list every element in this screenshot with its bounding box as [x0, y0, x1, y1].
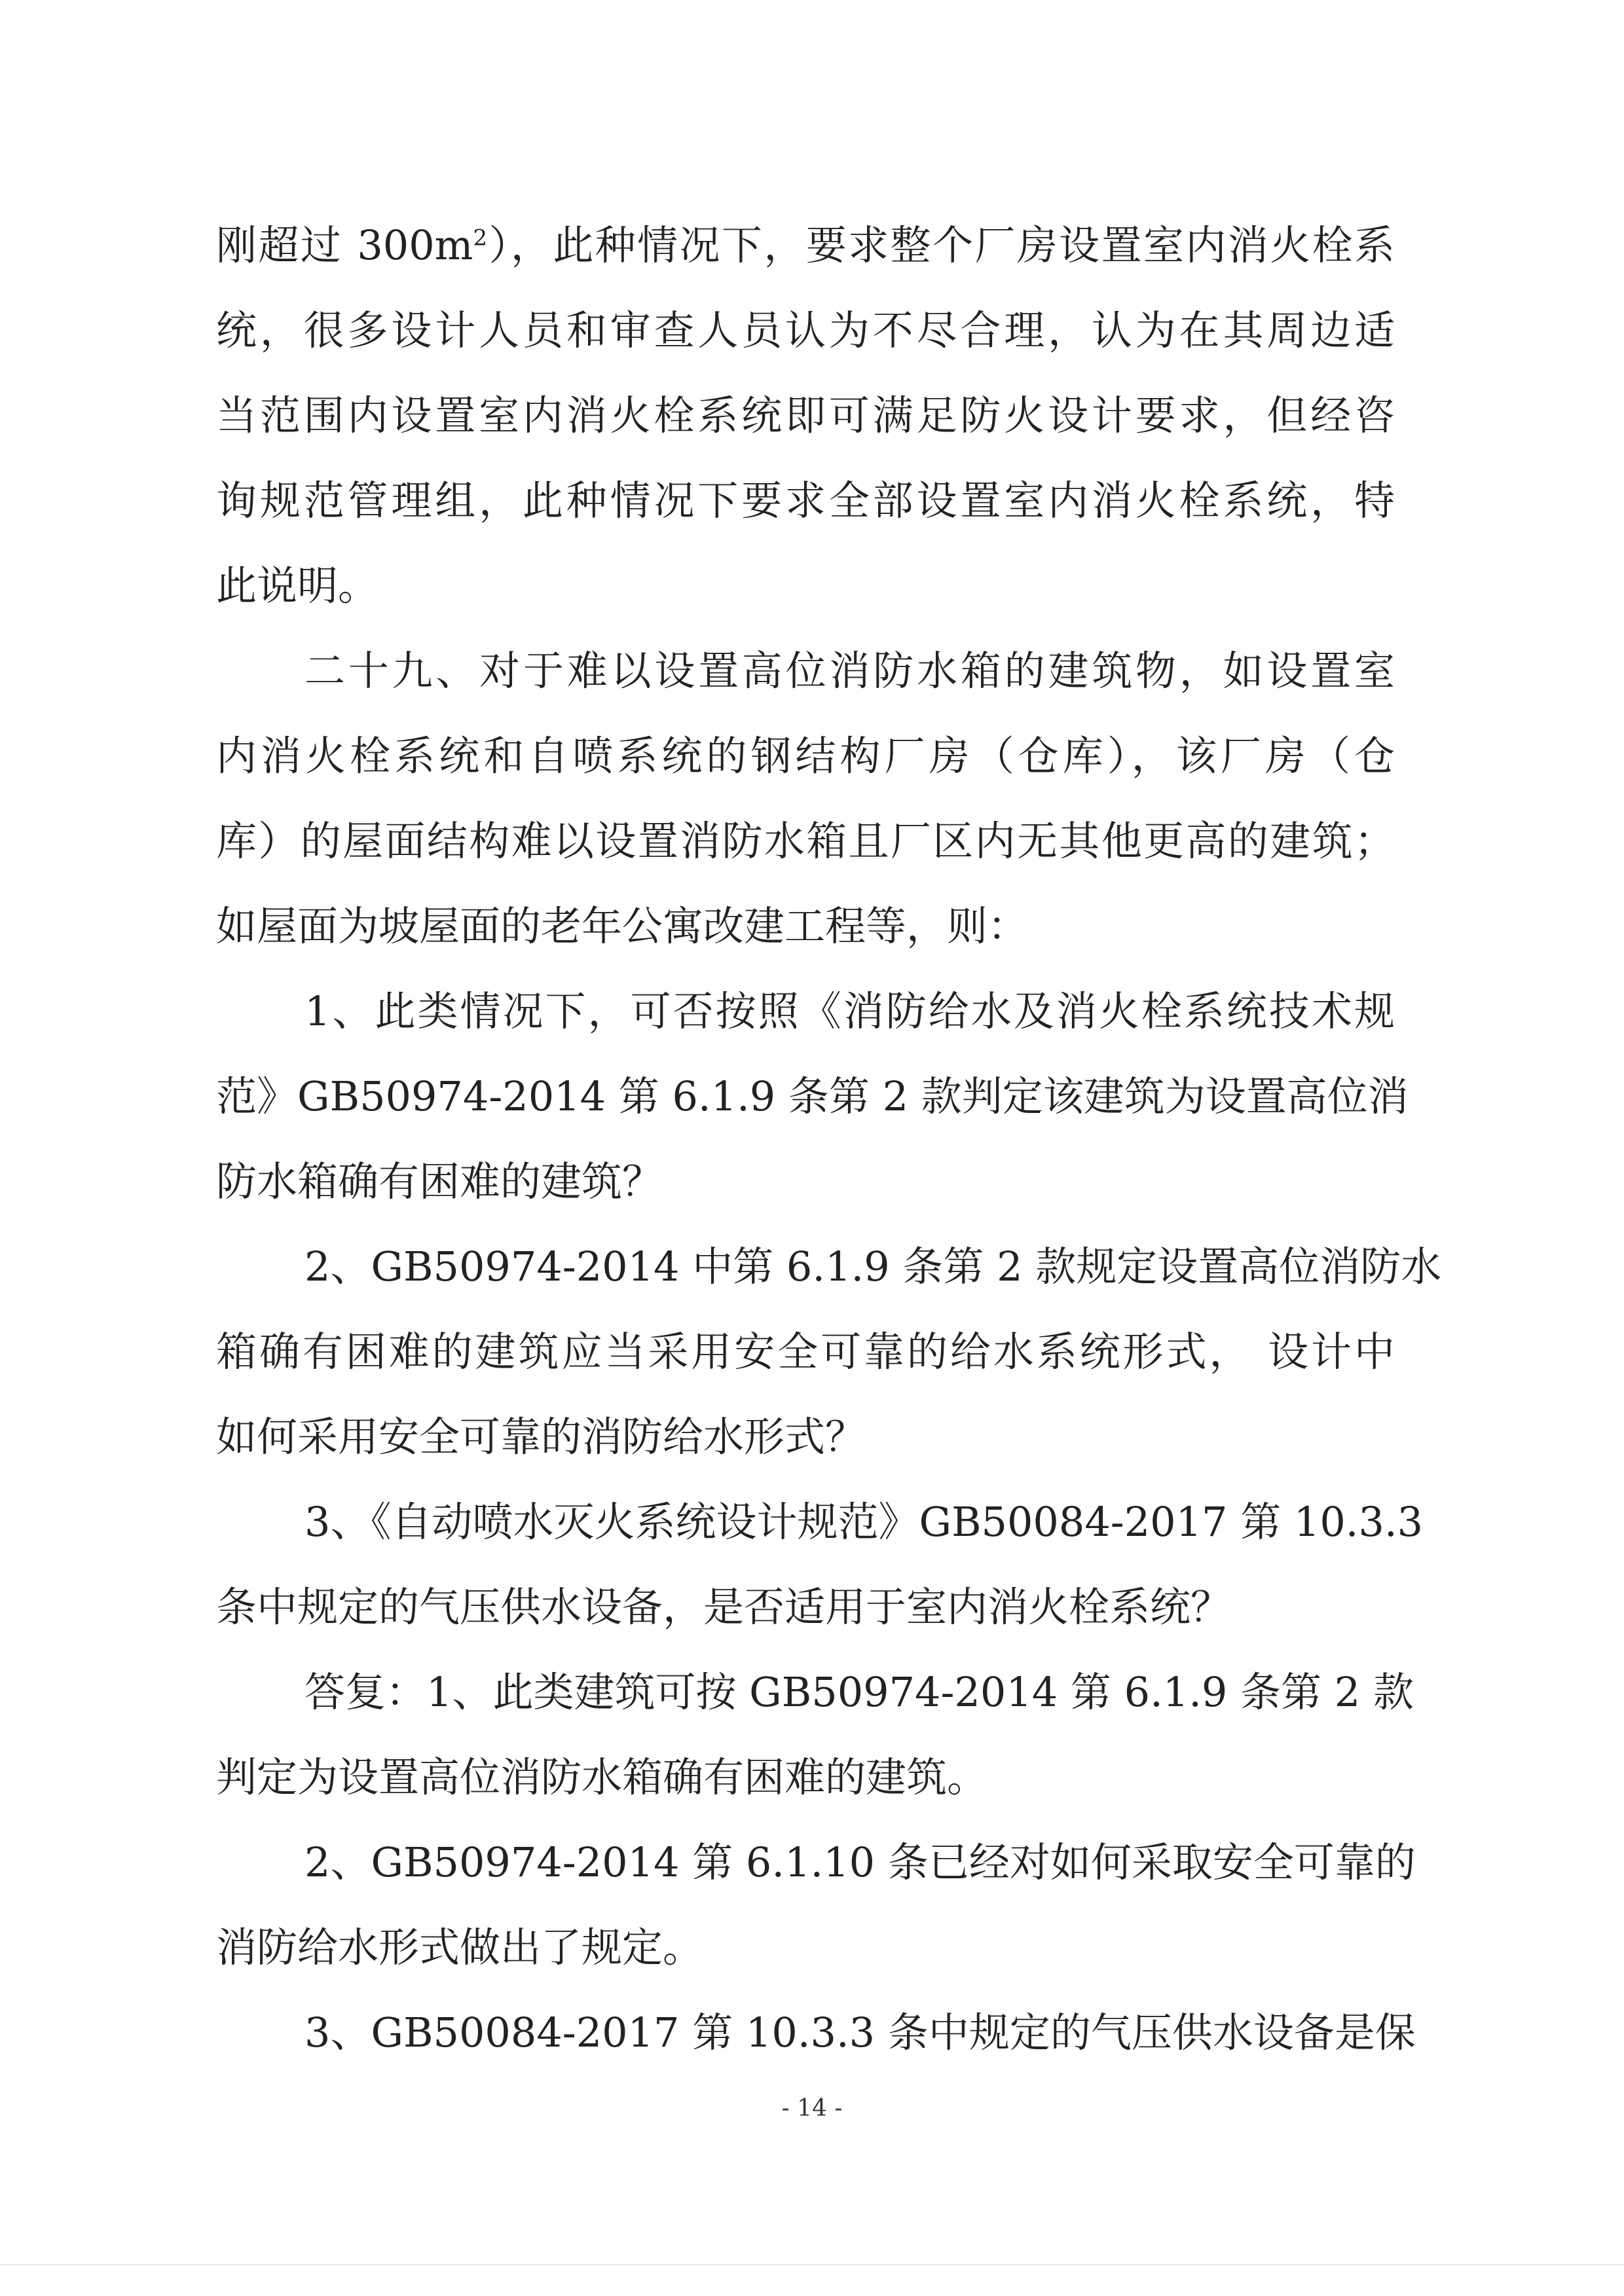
- text-line: 范》GB50974-2014 第 6.1.9 条第 2 款判定该建筑为设置高位消: [216, 1072, 1409, 1120]
- text-line: 库）的屋面结构难以设置消防水箱且厂区内无其他更高的建筑；: [216, 817, 1395, 865]
- text-line: [216, 203, 1395, 288]
- text-line: 统，很多设计人员和审查人员认为不尽合理，认为在其周边适: [216, 306, 1395, 354]
- paragraph-start-line: 3、《自动喷水灭火系统设计规范》GB50084-2017 第 10.3.3: [304, 1498, 1424, 1546]
- paragraph-start-line: 答复：1、此类建筑可按 GB50974-2014 第 6.1.9 条第 2 款: [304, 1668, 1414, 1716]
- text-line: 判定为设置高位消防水箱确有困难的建筑。: [216, 1753, 988, 1801]
- text-line: 箱确有困难的建筑应当采用安全可靠的给水系统形式， 设计中: [216, 1328, 1395, 1376]
- superscript: 2: [473, 225, 488, 251]
- text-line: 此说明。: [216, 562, 379, 610]
- text-line: 如何采用安全可靠的消防给水形式？: [216, 1413, 866, 1461]
- text-line: 当范围内设置室内消火栓系统即可满足防火设计要求，但经咨: [216, 392, 1395, 439]
- paragraph-start-line: 3、GB50084-2017 第 10.3.3 条中规定的气压供水设备是保: [304, 2009, 1416, 2056]
- text-line: 消防给水形式做出了规定。: [216, 1923, 704, 1971]
- text-line: 内消火栓系统和自喷系统的钢结构厂房（仓库），该厂房（仓: [216, 732, 1395, 780]
- paragraph-start-line: 2、GB50974-2014 第 6.1.10 条已经对如何采取安全可靠的: [304, 1838, 1416, 1886]
- text-line: 如屋面为坡屋面的老年公寓改建工程等，则：: [216, 902, 1029, 950]
- paragraph-start-line: 1、此类情况下，可否按照《消防给水及消火栓系统技术规: [304, 987, 1395, 1035]
- page-number: - 14 -: [781, 2095, 843, 2122]
- text-line: 询规范管理组，此种情况下要求全部设置室内消火栓系统，特: [216, 477, 1395, 524]
- scan-edge-line: [0, 2264, 1624, 2265]
- text-line: 条中规定的气压供水设备，是否适用于室内消火栓系统？: [216, 1583, 1232, 1631]
- text-line: 防水箱确有困难的建筑？: [216, 1157, 663, 1205]
- line-segment: ），此种情况下，要求整个厂房设置室内消火栓系: [487, 221, 1395, 269]
- paragraph-start-line: 2、GB50974-2014 中第 6.1.9 条第 2 款规定设置高位消防水: [304, 1243, 1442, 1290]
- body-text: [216, 203, 1442, 2075]
- line-segment: 刚超过 300m: [216, 221, 473, 269]
- paragraph-start-line: 二十九、对于难以设置高位消防水箱的建筑物，如设置室: [304, 647, 1395, 695]
